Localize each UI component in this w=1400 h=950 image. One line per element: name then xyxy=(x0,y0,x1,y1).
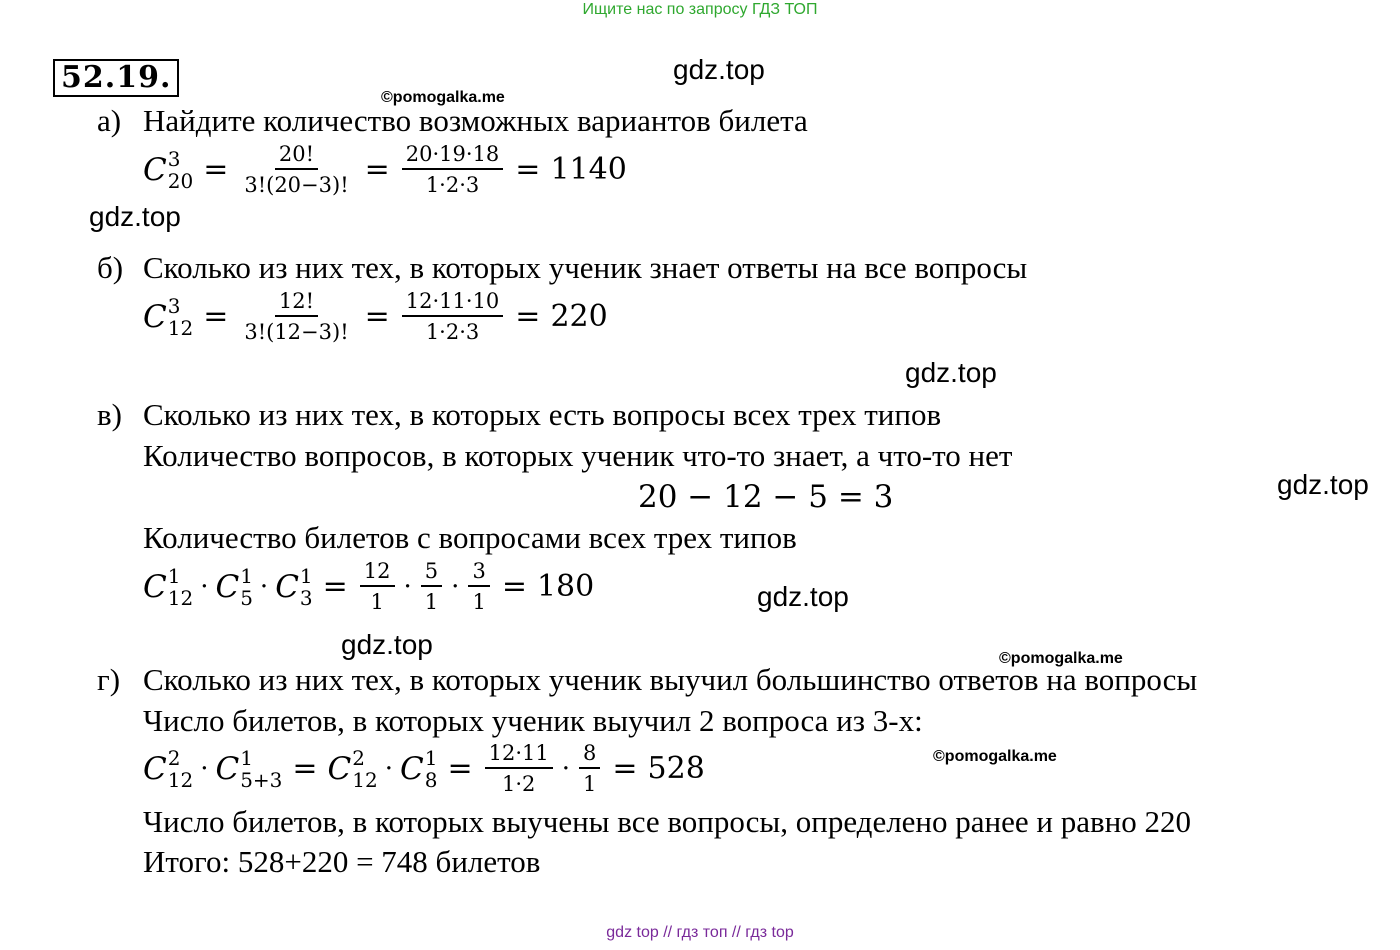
part-g-line3: Число билетов, в которых выучены все вопросы, определено ранее и равно 220 xyxy=(143,804,1191,839)
equals-sign: = xyxy=(364,152,390,187)
combination-symbol: C xyxy=(275,568,299,605)
subscript: 20 xyxy=(167,168,194,193)
fraction xyxy=(240,143,352,196)
superscript: 3 xyxy=(167,293,181,318)
superscript: 1 xyxy=(167,563,181,588)
watermark-gdz: gdz.top xyxy=(905,357,997,388)
fraction xyxy=(360,560,395,613)
part-b-question: Сколько из них тех, в которых ученик знает ответы на все вопросы xyxy=(143,250,1028,285)
result-value: 1140 xyxy=(550,152,627,187)
footer-note: gdz top // гдз топ // гдз top xyxy=(606,924,794,941)
fraction xyxy=(468,560,489,613)
equals-sign: = xyxy=(515,152,541,187)
part-v-formula xyxy=(143,560,594,613)
equals-sign: = xyxy=(501,569,527,604)
numerator: 8 xyxy=(579,742,600,769)
part-a-question: Найдите количество возможных вариантов билета xyxy=(143,103,808,138)
superscript: 2 xyxy=(352,745,366,770)
subscript: 5 xyxy=(240,585,253,610)
watermark-gdz: gdz.top xyxy=(89,201,181,232)
subscript: 3 xyxy=(299,585,313,610)
numerator: 20·19·18 xyxy=(402,143,504,170)
multiplication-dot: · xyxy=(451,571,460,602)
multiplication-dot: · xyxy=(259,571,269,602)
watermark-pomogalka: ©pomogalka.me xyxy=(933,748,1057,765)
part-g-line2: Число билетов, в которых ученик выучил 2 вопроса из 3-х: xyxy=(143,703,923,738)
subscript: 12 xyxy=(352,767,378,792)
part-v-line2: Количество вопросов, в которых ученик что-то знает, а что-то нет xyxy=(143,438,1013,473)
part-v-equation: 20 − 12 − 5 = 3 xyxy=(638,479,894,515)
combination-symbol: C xyxy=(143,298,167,335)
part-a-formula xyxy=(143,143,627,196)
part-v-question: Сколько из них тех, в которых есть вопросы всех трех типов xyxy=(143,397,942,432)
numerator: 12·11·10 xyxy=(402,290,504,317)
multiplication-dot: · xyxy=(384,753,393,784)
result-value: 528 xyxy=(647,751,705,786)
superscript: 1 xyxy=(240,563,253,588)
equals-sign: = xyxy=(364,299,390,334)
equals-sign: = xyxy=(612,751,638,786)
denominator: 3!(12−3)! xyxy=(244,320,349,344)
numerator: 12 xyxy=(360,560,395,587)
part-v-line3: Количество билетов с вопросами всех трех типов xyxy=(143,520,797,555)
part-a-label: а) xyxy=(97,103,122,138)
watermark-gdz: gdz.top xyxy=(673,54,765,85)
superscript: 1 xyxy=(240,745,253,770)
equals-sign: = xyxy=(292,751,318,786)
fraction xyxy=(240,290,352,343)
equals-sign: = xyxy=(203,152,229,187)
part-g-question: Сколько из них тех, в которых ученик выучил большинство ответов на вопросы xyxy=(143,662,1198,697)
numerator: 3 xyxy=(468,560,489,587)
superscript: 1 xyxy=(424,745,438,770)
fraction xyxy=(485,742,553,795)
fraction xyxy=(402,290,504,343)
superscript: 2 xyxy=(167,745,181,770)
part-g-total: Итого: 528+220 = 748 билетов xyxy=(143,844,541,879)
part-g-label: г) xyxy=(97,662,121,697)
superscript: 1 xyxy=(299,563,313,588)
combination-symbol: C xyxy=(143,750,167,787)
part-g-formula xyxy=(143,742,705,795)
denominator: 1 xyxy=(370,590,384,614)
subscript: 12 xyxy=(167,585,194,610)
equals-sign: = xyxy=(322,569,348,604)
part-b-label: б) xyxy=(97,250,124,285)
denominator: 1·2·3 xyxy=(425,320,480,344)
denominator: 1 xyxy=(583,772,597,796)
result-value: 220 xyxy=(550,299,608,334)
numerator: 12·11 xyxy=(485,742,553,769)
denominator: 1 xyxy=(472,590,486,614)
denominator: 3!(20−3)! xyxy=(244,173,349,197)
watermark-gdz: gdz.top xyxy=(757,581,849,612)
part-v-label: в) xyxy=(97,397,122,432)
watermark-pomogalka: ©pomogalka.me xyxy=(381,89,505,106)
denominator: 1·2·3 xyxy=(425,173,480,197)
watermark-pomogalka: ©pomogalka.me xyxy=(999,650,1123,667)
superscript: 3 xyxy=(167,146,181,171)
subscript: 5+3 xyxy=(240,767,283,792)
watermark-gdz: gdz.top xyxy=(341,629,433,660)
numerator: 12! xyxy=(275,290,318,317)
equals-sign: = xyxy=(515,299,541,334)
subscript: 12 xyxy=(167,315,194,340)
fraction xyxy=(402,143,504,196)
problem-number: 52.19. xyxy=(53,59,179,97)
combination-symbol: C xyxy=(215,750,240,787)
combination-symbol: C xyxy=(143,151,167,188)
combination-symbol: C xyxy=(327,750,352,787)
multiplication-dot: · xyxy=(200,571,209,602)
equals-sign: = xyxy=(203,299,229,334)
part-b-formula xyxy=(143,290,608,343)
denominator: 1 xyxy=(424,590,439,614)
watermark-gdz: gdz.top xyxy=(1277,469,1369,500)
combination-symbol: C xyxy=(215,568,240,605)
combination-symbol: C xyxy=(400,750,424,787)
numerator: 20! xyxy=(275,143,318,170)
header-note: Ищите нас по запросу ГДЗ ТОП xyxy=(582,1,818,18)
equals-sign: = xyxy=(447,751,473,786)
result-value: 180 xyxy=(536,569,595,604)
subscript: 12 xyxy=(167,767,194,792)
multiplication-dot: · xyxy=(200,753,209,784)
fraction xyxy=(579,742,600,795)
denominator: 1·2 xyxy=(501,772,536,796)
combination-symbol: C xyxy=(143,568,167,605)
multiplication-dot: · xyxy=(403,571,412,602)
numerator: 5 xyxy=(421,560,442,587)
fraction xyxy=(421,560,442,613)
multiplication-dot: · xyxy=(561,753,570,784)
subscript: 8 xyxy=(424,767,438,792)
